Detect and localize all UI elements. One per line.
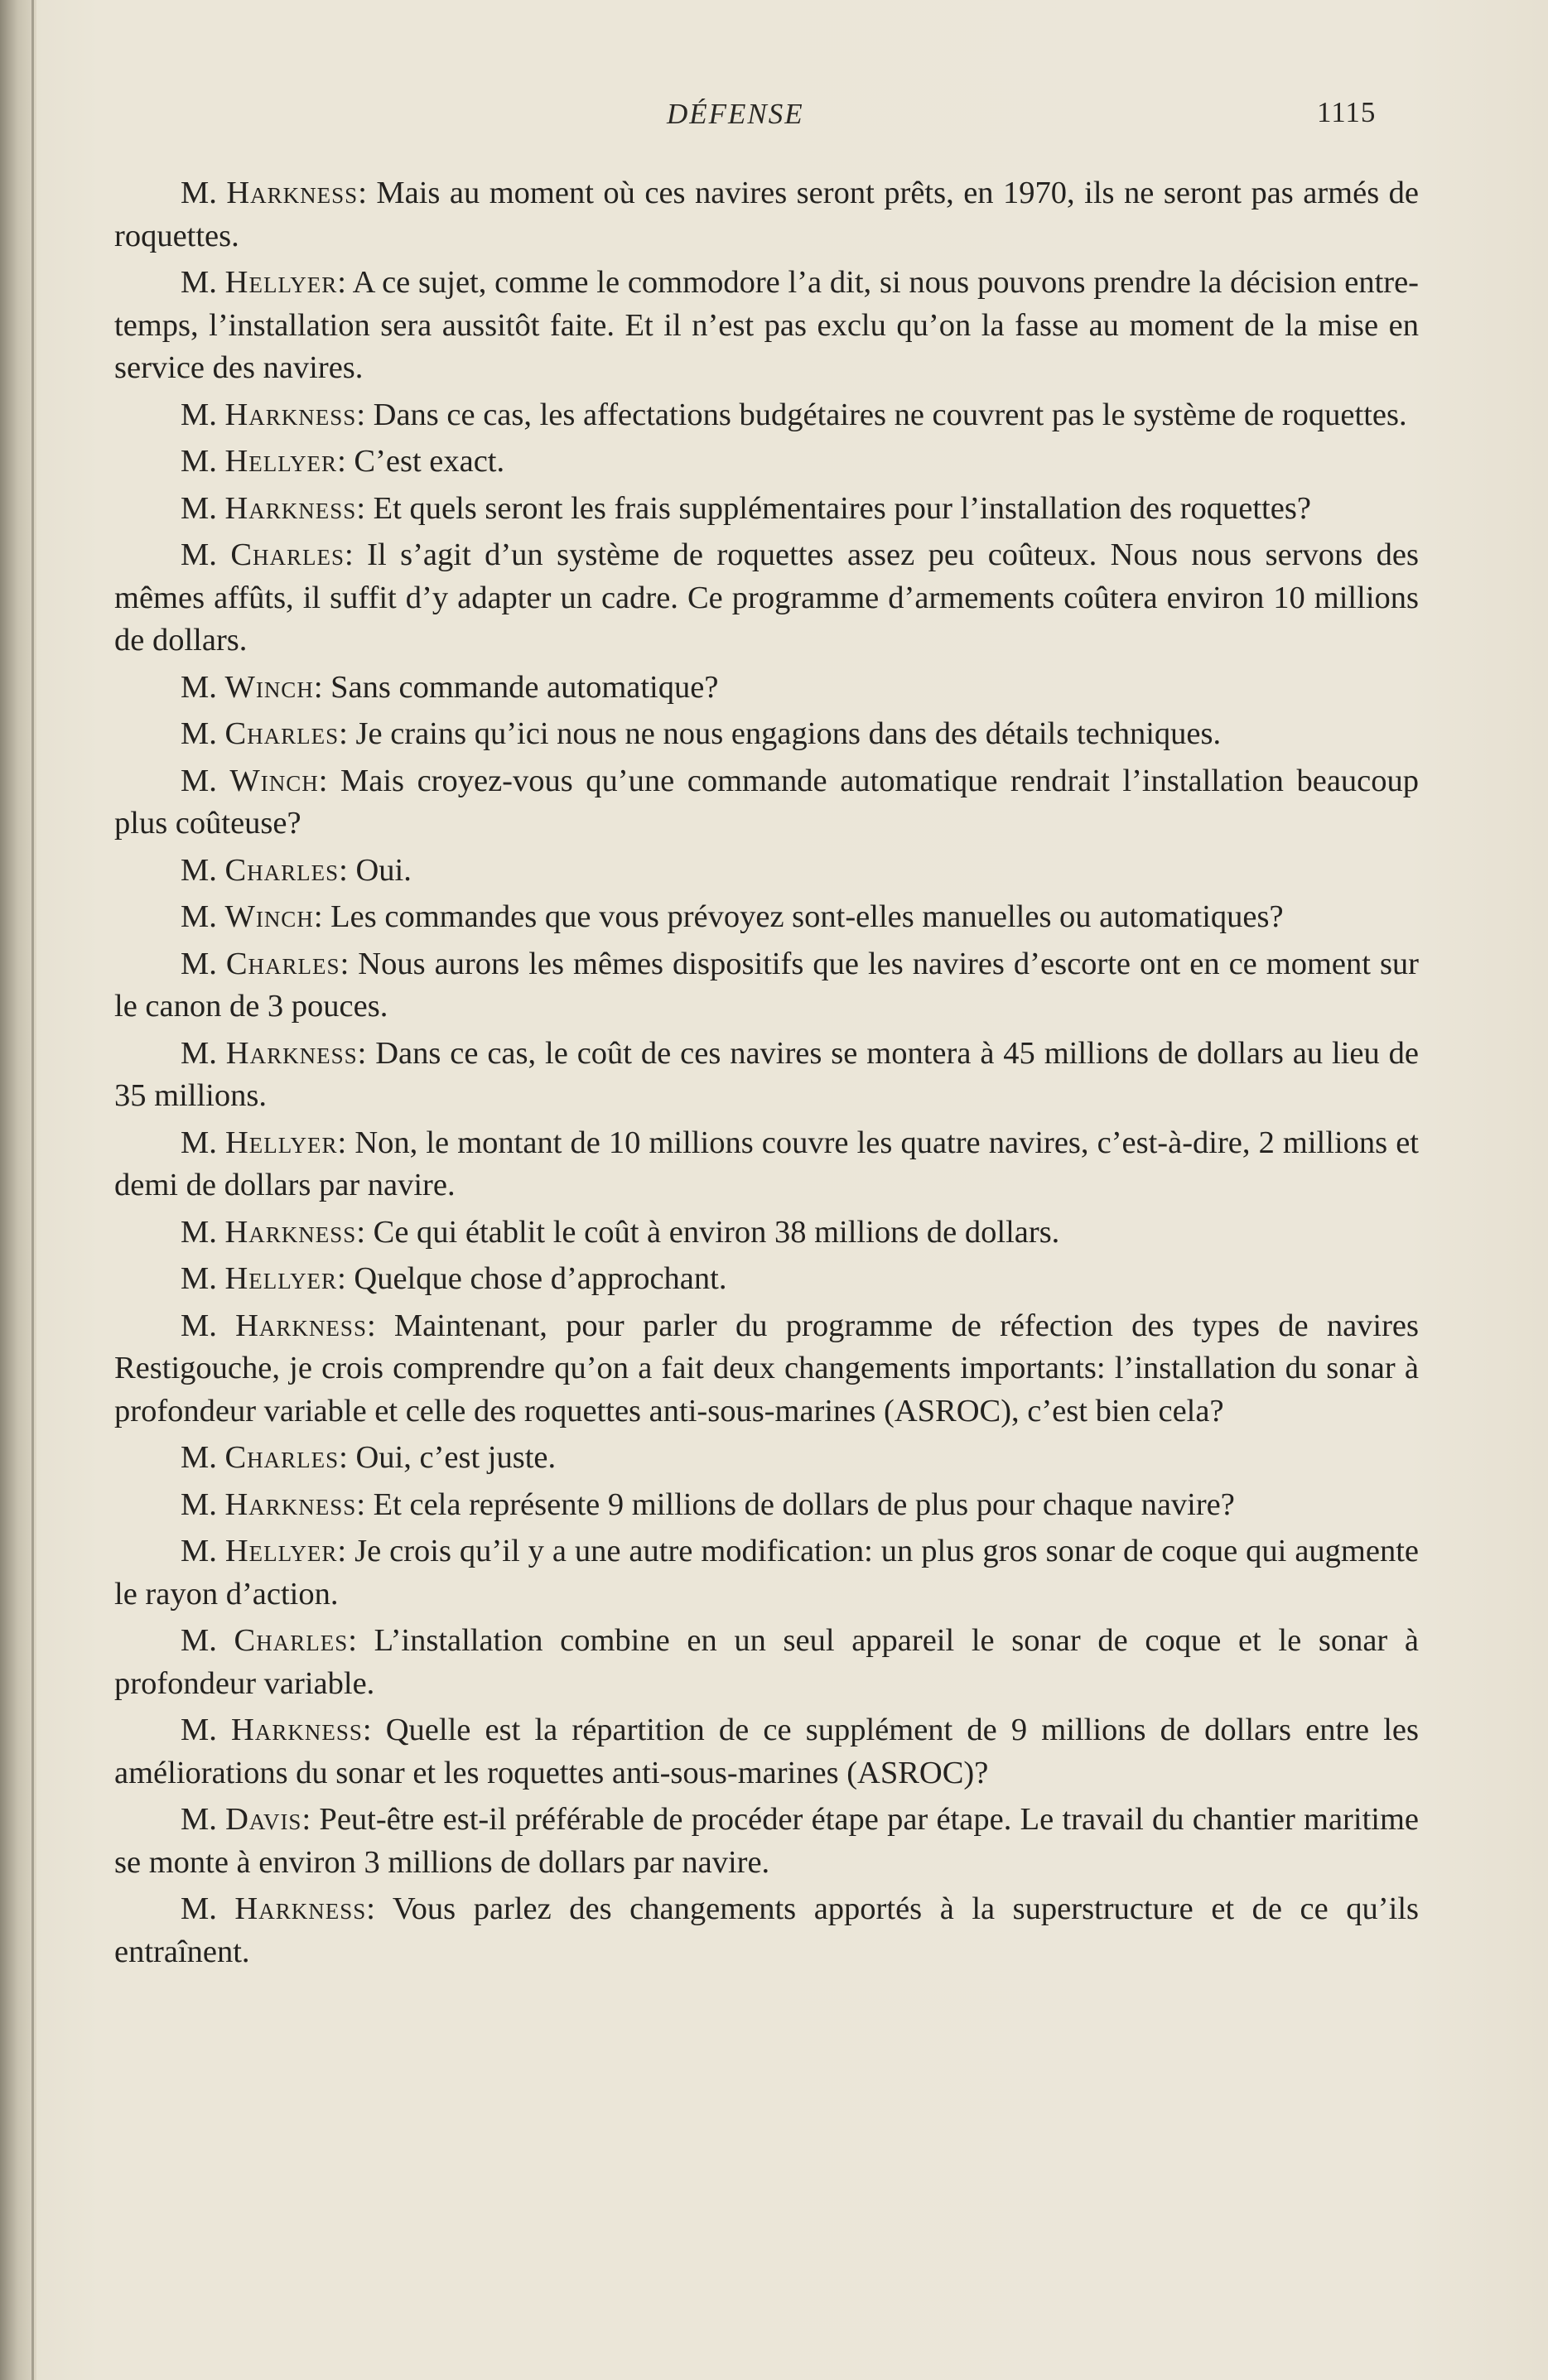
- transcript-paragraph: [114, 1530, 1419, 1616]
- speaker-prefix: M.: [181, 1623, 234, 1658]
- transcript-paragraph: [114, 1888, 1419, 1973]
- speaker-prefix: M.: [181, 176, 227, 210]
- page-number: 1115: [1317, 96, 1377, 128]
- transcript-paragraph: [114, 1799, 1419, 1884]
- speech-text: : Peut-être est-il préférable de procéder étape par étape. Le travail du chantier maritime se monte à environ 3 millions de dollars par navire.: [114, 1802, 1419, 1880]
- speech-text: : Oui, c’est juste.: [339, 1440, 557, 1475]
- speaker-prefix: M.: [181, 1035, 226, 1071]
- speaker-prefix: M.: [181, 397, 225, 432]
- speaker-name: Harkness: [225, 1035, 358, 1071]
- speech-text: : Dans ce cas, les affectations budgétaires ne couvrent pas le système de roquettes.: [356, 397, 1407, 432]
- transcript-paragraph: [114, 1305, 1419, 1433]
- speaker-prefix: M.: [181, 1713, 232, 1747]
- speaker-name: Harkness: [234, 1891, 367, 1926]
- speech-text: : Mais au moment où ces navires seront prêts, en 1970, ils ne seront pas armés de roquettes.: [114, 176, 1420, 253]
- speaker-name: Harkness: [224, 1214, 357, 1250]
- speech-text: : Nous aurons les mêmes dispositifs que les navires d’escorte ont en ce moment sur le canon de 3 pouces.: [114, 946, 1420, 1024]
- speaker-prefix: M.: [181, 1308, 236, 1343]
- speaker-prefix: M.: [181, 537, 231, 572]
- speech-text: : Dans ce cas, le coût de ces navires se montera à 45 millions de dollars au lieu de 35 millions.: [114, 1035, 1419, 1113]
- speaker-name: Harkness: [224, 1486, 357, 1522]
- transcript-paragraph: [114, 760, 1419, 846]
- speaker-prefix: M.: [181, 490, 225, 526]
- running-title: DÉFENSE: [667, 98, 804, 130]
- speaker-prefix: M.: [181, 763, 230, 798]
- speaker-name: Davis: [225, 1802, 302, 1837]
- speech-text: : Maintenant, pour parler du programme de réfection des types de navires Restigouche, je crois comprendre qu’on a fait deux changements importants: l’installation du sonar à profondeur variable et celle des roquettes anti-sous-marines (ASROC), c’est bien cela?: [114, 1308, 1419, 1428]
- speaker-name: Harkness: [224, 490, 357, 526]
- speaker-name: Hellyer: [224, 444, 338, 479]
- speech-text: : Et cela représente 9 millions de dollars de plus pour chaque navire?: [356, 1486, 1235, 1522]
- speaker-prefix: M.: [181, 1486, 225, 1522]
- speaker-name: Charles: [234, 1623, 349, 1658]
- speaker-prefix: M.: [181, 946, 226, 981]
- speaker-prefix: M.: [181, 1534, 225, 1568]
- speaker-name: Winch: [224, 899, 314, 934]
- speaker-prefix: M.: [181, 1802, 226, 1837]
- speaker-name: Winch: [229, 763, 319, 798]
- speaker-name: Charles: [225, 946, 340, 981]
- transcript-paragraph: [114, 667, 1419, 710]
- speaker-name: Charles: [230, 537, 345, 572]
- transcript-paragraph: [114, 1709, 1419, 1795]
- transcript-paragraph: [114, 394, 1419, 437]
- speaker-name: Winch: [224, 669, 314, 705]
- speaker-prefix: M.: [181, 444, 225, 479]
- transcript-paragraph: [114, 1212, 1419, 1255]
- speech-text: : Et quels seront les frais supplémentaires pour l’installation des roquettes?: [356, 490, 1311, 526]
- transcript-paragraph: [114, 172, 1419, 258]
- speaker-prefix: M.: [181, 1214, 225, 1250]
- speech-text: : Quelle est la répartition de ce supplément de 9 millions de dollars entre les améliorations du sonar et les roquettes anti-sous-marines (ASROC)?: [114, 1713, 1419, 1790]
- speaker-prefix: M.: [181, 669, 225, 705]
- transcript-paragraph: [114, 1033, 1419, 1118]
- speaker-name: Charles: [224, 852, 340, 888]
- speaker-name: Charles: [224, 716, 340, 751]
- speaker-name: Charles: [224, 1440, 340, 1475]
- speech-text: : L’installation combine en un seul appareil le sonar de coque et le sonar à profondeur variable.: [114, 1623, 1420, 1701]
- speaker-prefix: M.: [181, 852, 225, 888]
- speaker-name: Hellyer: [224, 1261, 338, 1296]
- speaker-name: Harkness: [235, 1308, 367, 1343]
- transcript-paragraph: [114, 1484, 1419, 1527]
- transcript-body: [114, 172, 1419, 1978]
- speaker-prefix: M.: [181, 265, 225, 300]
- speaker-name: Hellyer: [224, 1534, 338, 1568]
- speaker-prefix: M.: [181, 1891, 235, 1926]
- speaker-name: Harkness: [231, 1713, 363, 1747]
- speaker-prefix: M.: [181, 1261, 225, 1296]
- transcript-paragraph: [114, 534, 1419, 662]
- speech-text: : Quelque chose d’approchant.: [337, 1261, 727, 1296]
- speech-text: : C’est exact.: [337, 444, 505, 479]
- speech-text: : Oui.: [339, 852, 412, 888]
- speaker-prefix: M.: [181, 716, 225, 751]
- transcript-paragraph: [114, 850, 1419, 893]
- speech-text: : Mais croyez-vous qu’une commande automatique rendrait l’installation beaucoup plus coûteuse?: [114, 763, 1419, 841]
- transcript-paragraph: [114, 943, 1419, 1029]
- transcript-paragraph: [114, 1258, 1419, 1301]
- speaker-name: Harkness: [226, 176, 359, 210]
- page-binding-crease: [31, 0, 34, 2380]
- speaker-name: Hellyer: [224, 265, 338, 300]
- speech-text: : Non, le montant de 10 millions couvre les quatre navires, c’est-à-dire, 2 millions et demi de dollars par navire.: [114, 1125, 1420, 1202]
- transcript-paragraph: [114, 896, 1419, 939]
- speech-text: : Je crois qu’il y a une autre modification: un plus gros sonar de coque qui augmente le rayon d’action.: [114, 1534, 1420, 1612]
- speaker-prefix: M.: [181, 1125, 225, 1160]
- speech-text: : Les commandes que vous prévoyez sont-elles manuelles ou automatiques?: [313, 899, 1284, 934]
- speaker-name: Hellyer: [224, 1125, 338, 1160]
- transcript-paragraph: [114, 262, 1419, 390]
- transcript-paragraph: [114, 713, 1419, 756]
- speech-text: : Ce qui établit le coût à environ 38 millions de dollars.: [356, 1214, 1060, 1250]
- transcript-paragraph: [114, 1620, 1419, 1705]
- speech-text: : A ce sujet, comme le commodore l’a dit, si nous pouvons prendre la décision entre-temps, l’installation sera aussitôt faite. Et il n’est pas exclu qu’on la fasse au moment de la mise en service des navires.: [114, 265, 1420, 385]
- transcript-paragraph: [114, 441, 1419, 484]
- speaker-prefix: M.: [181, 899, 225, 934]
- speech-text: : Vous parlez des changements apportés à la superstructure et de ce qu’ils entraînent.: [114, 1891, 1419, 1969]
- speech-text: : Sans commande automatique?: [313, 669, 719, 705]
- transcript-paragraph: [114, 488, 1419, 531]
- transcript-paragraph: [114, 1122, 1419, 1207]
- speech-text: : Il s’agit d’un système de roquettes assez peu coûteux. Nous nous servons des mêmes affûts, il suffit d’y adapter un cadre. Ce programme d’armements coûtera environ 10 millions de dollars.: [114, 537, 1419, 658]
- speaker-prefix: M.: [181, 1440, 225, 1475]
- speech-text: : Je crains qu’ici nous ne nous engagions dans des détails techniques.: [339, 716, 1222, 751]
- transcript-paragraph: [114, 1437, 1419, 1480]
- speaker-name: Harkness: [224, 397, 357, 432]
